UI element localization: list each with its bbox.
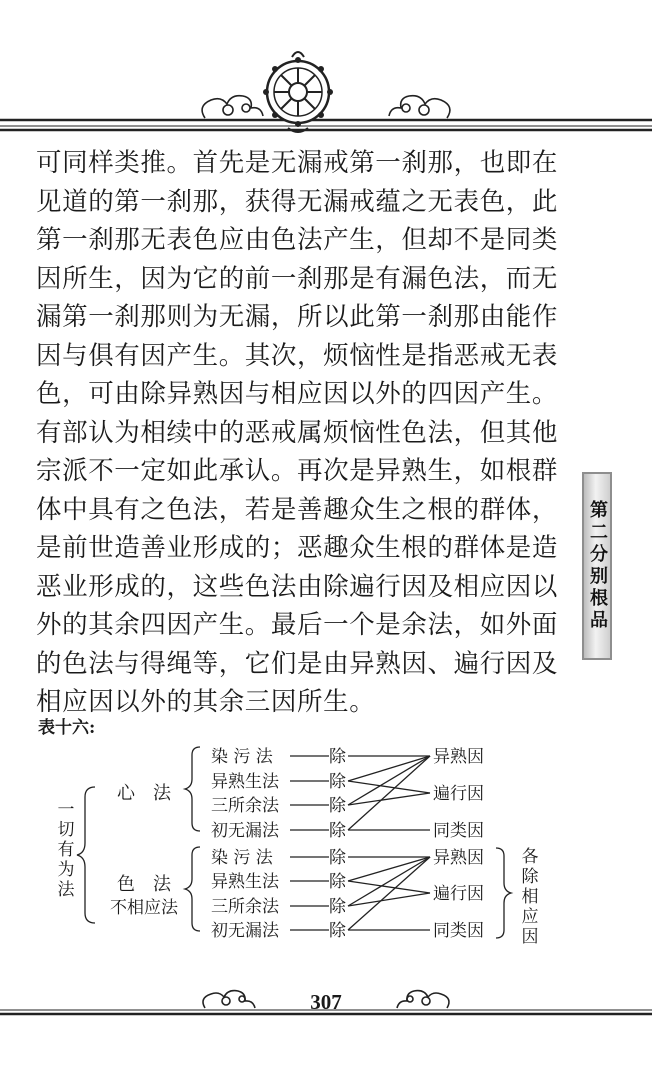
diagram-note-label: 各除相应因 [521,847,539,947]
exclude-label: 除 [329,747,346,767]
text-line: 漏第一刹那则为无漏，所以此第一刹那由能作 [36,302,559,332]
cause-label: 同类因 [433,821,484,841]
exclude-label: 除 [329,772,346,792]
non-associated-group-label: 不相应法 [110,898,178,918]
item-label: 异熟生法 [211,772,279,792]
text-line: 体中具有之色法，若是善趣众生之根的群体， [36,494,559,525]
exclude-label: 除 [329,796,346,816]
text-line: 可同样类推。首先是无漏戒第一刹那，也即在 [36,148,559,178]
text-line: 外的其余四因产生。最后一个是余法，如外面 [36,610,559,640]
text-line: 因与俱有因产生。其次，烦恼性是指恶戒无表 [36,340,559,371]
right-cloud-icon [389,96,450,118]
item-label: 异熟生法 [211,872,279,892]
exclude-label: 除 [329,897,346,917]
text-line: 见道的第一刹那，获得无漏戒蕴之无表色，此 [36,186,559,217]
text-line: 第一刹那无表色应由色法产生，但却不是同类 [36,225,559,255]
mind-group-brace [185,747,200,831]
text-line: 相应因以外的其余三因所生。 [36,687,376,717]
cause-label: 异熟因 [433,848,484,868]
cause-label: 遍行因 [433,784,484,804]
text-line: 的色法与得绳等，它们是由异熟因、遍行因及 [36,648,559,679]
exclude-label: 除 [329,821,346,841]
header-ornament [0,0,652,140]
form-group-label: 色 法 [117,874,171,895]
item-label: 染 污 法 [211,747,273,767]
mind-group-label: 心 法 [117,783,171,804]
exclude-label: 除 [329,848,346,868]
exclude-label: 除 [329,872,346,892]
chapter-side-tab [582,472,612,660]
note-brace [496,848,511,938]
text-line: 因所生，因为它的前一刹那是有漏色法，而无 [36,263,559,294]
item-label: 三所余法 [211,897,279,917]
text-line: 色，可由除异熟因与相应因以外的四因产生。 [36,379,559,409]
outer-brace [77,787,95,923]
chapter-side-tab-label: 第二分别根品 [587,500,608,632]
cause-label: 遍行因 [433,884,484,904]
text-line: 是前世造善业形成的；恶趣众生根的群体是造 [36,533,559,563]
text-line: 宗派不一定如此承认。再次是异熟生，如根群 [36,456,559,486]
text-line: 恶业形成的，这些色法由除遍行因及相应因以 [36,571,559,602]
item-label: 三所余法 [211,796,279,816]
diagram-root-label: 一切有为法 [57,800,75,900]
table-label: 表十六: [38,718,96,738]
item-label: 初无漏法 [211,921,279,941]
cause-label: 异熟因 [433,747,484,767]
classification-diagram [0,735,652,950]
exclude-label: 除 [329,921,346,941]
item-label: 初无漏法 [211,821,279,841]
cause-label: 同类因 [433,921,484,941]
page-number: 307 [310,990,342,1014]
body-text [36,144,566,722]
item-label: 染 污 法 [211,848,273,868]
text-line: 有部认为相续中的恶戒属烦恼性色法，但其他 [36,417,559,448]
left-cloud-icon [202,96,263,118]
form-group-brace [185,847,200,931]
